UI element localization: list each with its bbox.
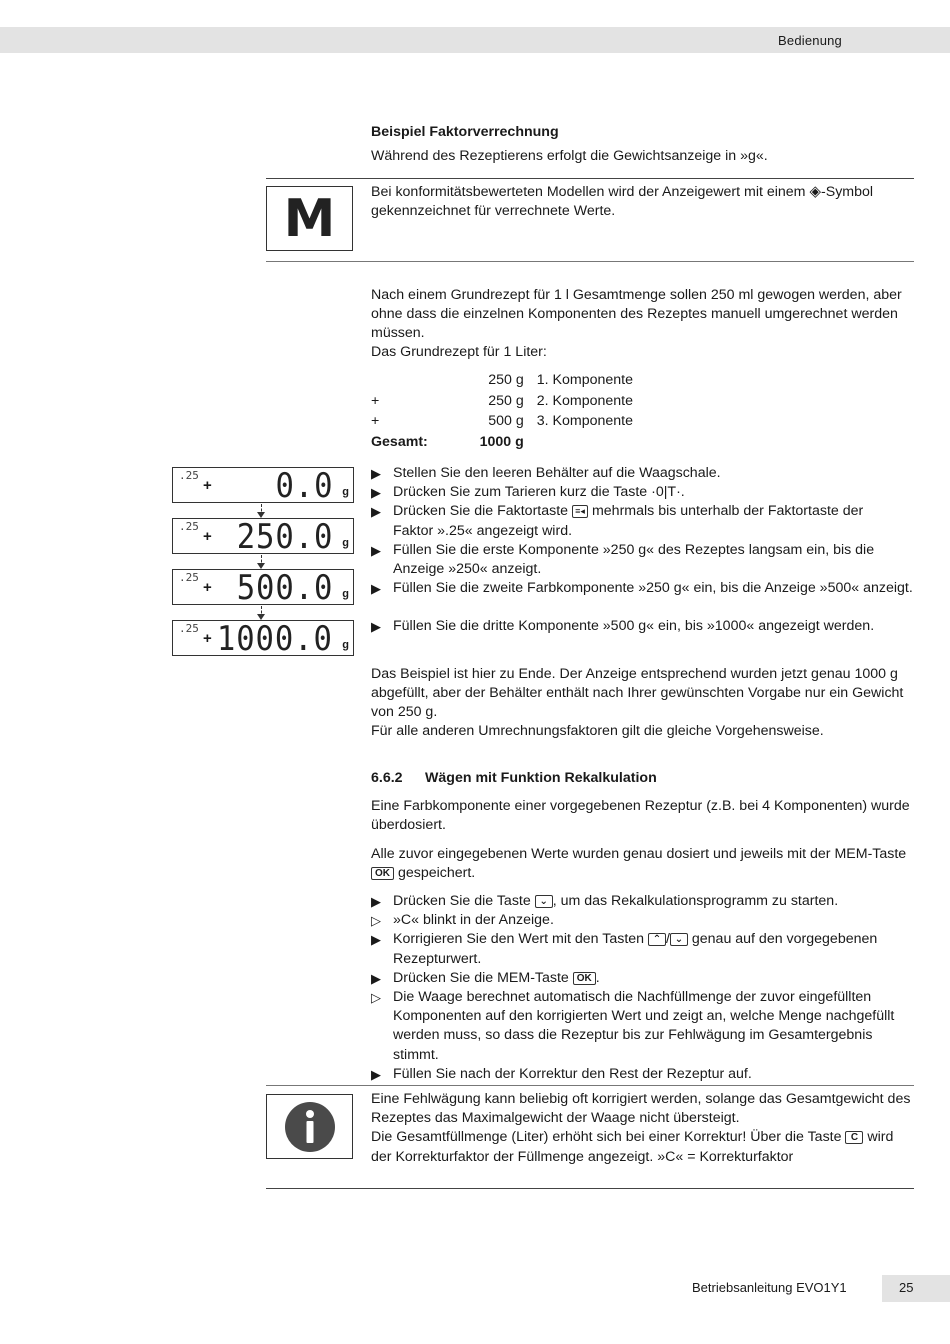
display-value: 500.0: [236, 568, 333, 608]
display-sign: +: [203, 528, 212, 545]
step-marker-icon: ▶: [371, 542, 381, 558]
footer-manual-title: Betriebsanleitung EVO1Y1: [692, 1280, 847, 1295]
conclusion-p1: Das Beispiel ist hier zu Ende. Der Anzeige entsprechend wurden jetzt genau 1000 g abgefüllt, aber der Behälter enthält nach Ihrer gewünschten Vorgabe nur ein Gewicht von 250 g.: [371, 666, 904, 721]
divider: [266, 261, 914, 262]
ok-key-icon: OK: [371, 867, 394, 880]
result-marker-icon: ▷: [371, 913, 381, 929]
display-unit: g: [342, 537, 349, 549]
list-item: ▶ Drücken Sie zum Tarieren kurz die Taste ·0|T·.: [371, 483, 916, 502]
recipe-amount: 500 g: [488, 413, 524, 429]
scale-display: [172, 517, 354, 557]
section-title: Wägen mit Funktion Rekalkulation: [425, 770, 657, 786]
up-key-icon: ⌃: [648, 933, 666, 946]
recipe-sign: +: [371, 413, 380, 429]
recipe-row: [371, 391, 633, 412]
list-item: ▶ Füllen Sie die dritte Komponente »500 g« ein, bis »1000« angezeigt werden.: [371, 617, 916, 636]
display-unit: g: [342, 588, 349, 600]
list-item: ▷ Die Waage berechnet automatisch die Nachfüllmenge der zuvor eingefüllten Komponenten auf den korrigierten Wert und zeigt an, welche Menge nachgefüllt werden muss, so dass die Rezeptur bis zur Fehlwägung im Gesamtergebnis stimmt.: [371, 989, 895, 1063]
info-icon: [284, 1101, 336, 1153]
info-symbol-box: [266, 1094, 353, 1159]
list-item: ▶ Drücken Sie die MEM-Taste OK .: [371, 969, 916, 988]
recipe-amount: 250 g: [488, 372, 524, 388]
list-item: ▷ »C« blinkt in der Anzeige.: [371, 911, 916, 930]
section-p2: Alle zuvor eingegebenen Werte wurden genau dosiert und jeweils mit der MEM-Taste OK gespeichert.: [371, 846, 907, 882]
display-unit: g: [342, 639, 349, 651]
info-note-text: Eine Fehlwägung kann beliebig oft korrigiert werden, solange das Gesamtgewicht des Rezeptes das Maximalgewicht der Waage nicht übersteigt. Die Gesamtfüllmenge (Liter) erhöht sich bei einer Korrektur! Über die Taste C wird der Korrekturfaktor der Füllmenge angezeigt. »C« = Korrekturfaktor: [371, 1091, 911, 1165]
list-item: ▶ Füllen Sie nach der Korrektur den Rest der Rezeptur auf.: [371, 1065, 916, 1084]
recipe-sign: +: [371, 392, 380, 409]
display-sign: +: [203, 630, 212, 647]
example-title: Beispiel Faktorverrechnung: [371, 124, 559, 140]
recipe-component: 2. Komponente: [536, 392, 634, 409]
list-item: ▶ Füllen Sie die erste Komponente »250 g« des Rezeptes langsam ein, bis die Anzeige »250« anzeigt.: [371, 541, 875, 578]
page-number: 25: [899, 1280, 914, 1295]
m-symbol-box: [266, 186, 353, 251]
divider: [266, 1085, 914, 1086]
display-value: 0.0: [275, 466, 333, 506]
recipe-total-amount: 1000 g: [479, 433, 524, 450]
step-marker-icon: ▶: [371, 466, 381, 481]
down-key-icon: ⌄: [535, 895, 553, 908]
list-item: ▶ Stellen Sie den leeren Behälter auf die Waagschale.: [371, 464, 916, 483]
divider: [266, 1188, 914, 1189]
step-marker-icon: ▶: [371, 1066, 381, 1082]
recipe-sign: [371, 370, 428, 391]
m-note-text: [371, 182, 911, 221]
scale-display: [172, 466, 354, 506]
m-note-line1: Bei konformitätsbewerteten Modellen wird der Anzeigewert mit einem: [371, 184, 810, 200]
result-marker-icon: ▷: [371, 990, 381, 1006]
conformity-icon: ◈: [809, 183, 821, 200]
header-section: Bedienung: [778, 33, 842, 48]
list-item: ▶ Füllen Sie die zweite Farbkomponente »250 g« ein, bis die Anzeige »500« anzeigt.: [371, 579, 916, 598]
ok-key-icon: OK: [573, 972, 596, 985]
recipe-intro-p1: Nach einem Grundrezept für 1 l Gesamtmenge sollen 250 ml gewogen werden, aber ohne dass die einzelnen Komponenten des Rezeptes manuell umgerechnet werden müssen.: [371, 287, 902, 342]
recipe-total-row: [371, 432, 633, 453]
header-bar: [0, 27, 950, 53]
c-key-icon: C: [845, 1131, 863, 1144]
page-number-box: [882, 1275, 950, 1302]
conclusion-p2: Für alle anderen Umrechnungsfaktoren gilt die gleiche Vorgehensweise.: [371, 723, 824, 739]
list-item: ▶ Drücken Sie die Faktortaste ≡◂ mehrmals bis unterhalb der Faktortaste der Faktor ».25« angezeigt wird.: [371, 503, 864, 539]
section-number: 6.6.2: [371, 770, 403, 786]
step-marker-icon: ▶: [371, 504, 381, 520]
display-factor: .25: [179, 571, 199, 584]
list-item: ▶ Korrigieren Sie den Wert mit den Tasten ⌃ / ⌄ genau auf den vorgegebenen Rezepturwert.: [371, 931, 878, 967]
factor-key-icon: ≡◂: [572, 505, 588, 518]
step-marker-icon: ▶: [371, 894, 381, 909]
step-marker-icon: ▶: [371, 970, 381, 986]
recipe-row: [371, 370, 633, 391]
steps-list-1: [371, 464, 916, 637]
divider: [266, 178, 914, 179]
display-factor: .25: [179, 520, 199, 533]
m-note-line2: gekennzeichnet für verrechnete Werte.: [371, 203, 616, 220]
display-value: 250.0: [236, 517, 333, 557]
recipe-row: [371, 411, 633, 432]
step-marker-icon: ▶: [371, 932, 381, 948]
list-item: ▶ Drücken Sie die Taste ⌄ , um das Rekalkulationsprogramm zu starten.: [371, 892, 916, 911]
m-note-line1-end: -Symbol: [821, 184, 874, 200]
recipe-table: [371, 370, 633, 452]
m-symbol: M: [283, 188, 336, 249]
scale-display: [172, 619, 354, 659]
recipe-total-label: Gesamt:: [371, 433, 428, 450]
down-key-icon: ⌄: [670, 933, 688, 946]
example-intro: Während des Rezeptierens erfolgt die Gewichtsanzeige in »g«.: [371, 148, 768, 164]
recipe-intro-p2: Das Grundrezept für 1 Liter:: [371, 344, 547, 360]
recipe-component: 1. Komponente: [536, 372, 634, 388]
step-marker-icon: ▶: [371, 581, 381, 597]
step-marker-icon: ▶: [371, 485, 381, 501]
recipe-component: 3. Komponente: [536, 413, 634, 429]
step-marker-icon: ▶: [371, 619, 381, 635]
scale-display: [172, 568, 354, 608]
display-sign: +: [203, 477, 212, 494]
display-value: 1000.0: [217, 619, 333, 659]
section-p1: Eine Farbkomponente einer vorgegebenen Rezeptur (z.B. bei 4 Komponenten) wurde überdosiert.: [371, 798, 910, 834]
display-factor: .25: [179, 469, 199, 482]
display-factor: .25: [179, 622, 199, 635]
steps-list-2: [371, 892, 916, 1084]
recipe-amount: 250 g: [488, 392, 524, 409]
display-unit: g: [342, 486, 349, 498]
display-sign: +: [203, 579, 212, 596]
